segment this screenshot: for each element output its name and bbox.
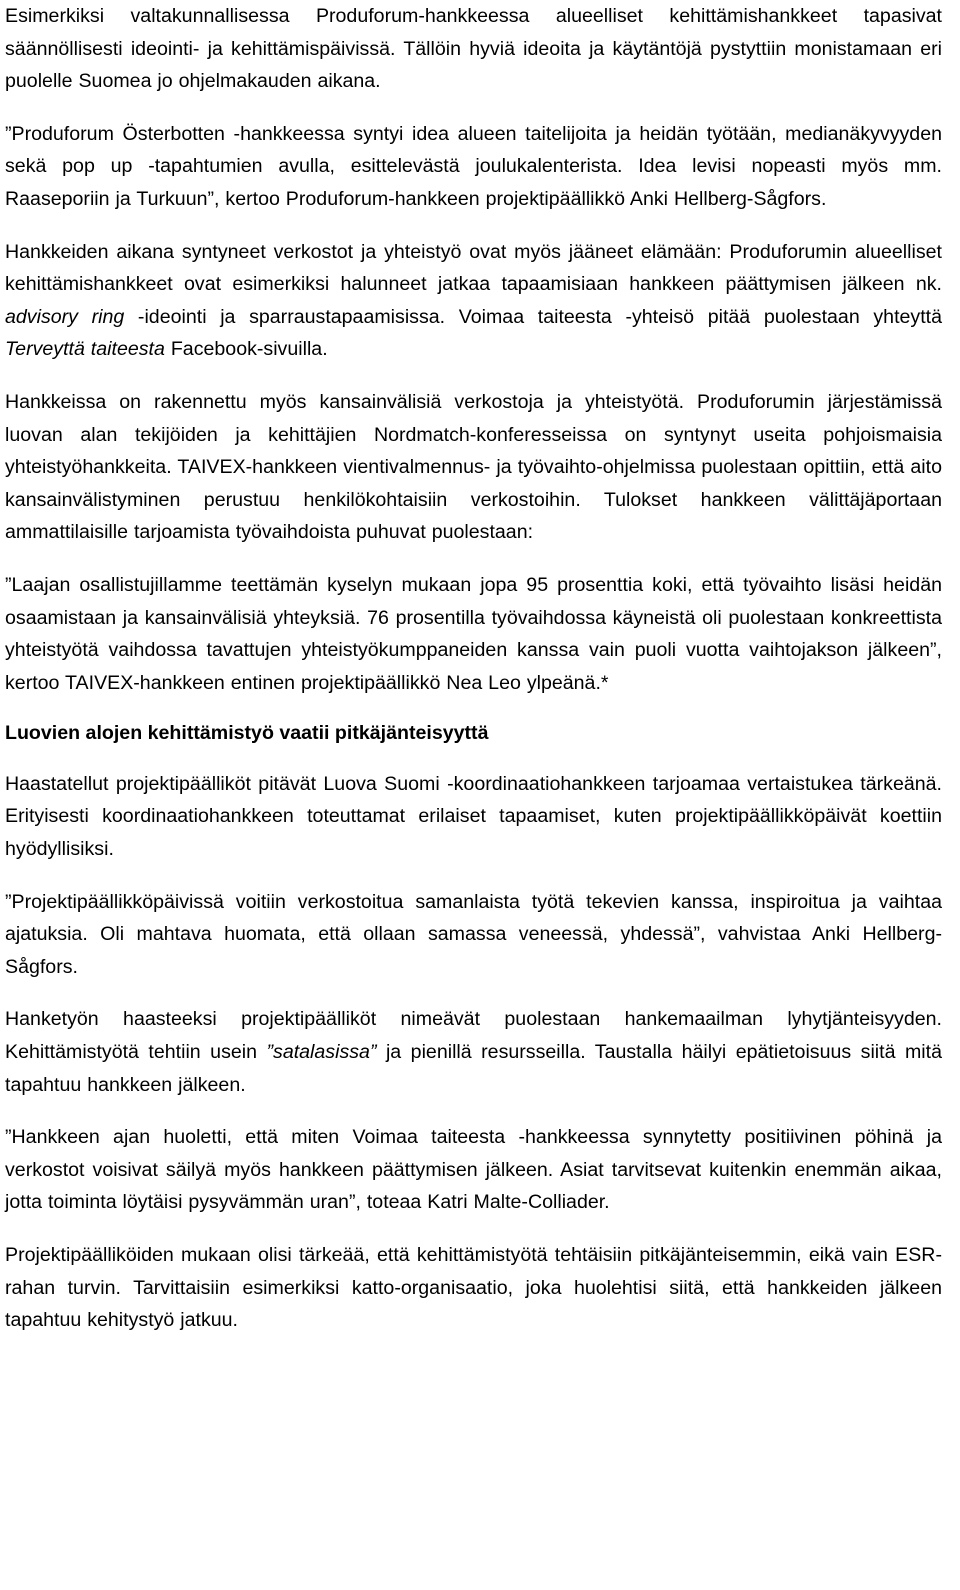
text-span: Hanketyön haasteeksi projektipäälliköt nimeävät puolestaan hankemaailman lyhytjänteisyyden. Kehittämistyötä tehtiin usein <box>5 1008 942 1064</box>
paragraph-international-networks: Hankkeissa on rakennettu myös kansainvälisiä verkostoja ja yhteistyötä. Produforumin järjestämissä luovan alan tekijöiden ja kehittäjien Nordmatch-konferesseissa on syntynyt useita pohjoismaisia yhteistyöhankkeita. TAIVEX-hankkeen vientivalmennus- ja työvaihto-ohjelmissa puolestaan opittiin, että aito kansainvälistyminen perustuu henkilökohtaisiin verkostoihin. Tulokset hankkeen välittäjäportaan ammattilaisille tarjoamista työvaihdoista puhuvat puolestaan: <box>5 390 942 544</box>
italic-advisory-ring: advisory ring <box>5 305 125 328</box>
italic-terveytta-taiteesta: Terveyttä taiteesta <box>5 338 165 361</box>
text-span: Facebook-sivuilla. <box>164 338 328 361</box>
paragraph-short-termism <box>5 1003 942 1101</box>
quote-project-manager-days: ”Projektipäällikköpäivissä voitiin verkostoitua samanlaista työtä tekevien kanssa, inspiroitua ja vaihtaa ajatuksia. Oli mahtava huomata, että ollaan samassa veneessä, yhdessä”, vahvistaa Anki Hellberg-Sågfors. <box>5 890 942 978</box>
quote-katri-malte-colliader: ”Hankkeen ajan huoletti, että miten Voimaa taiteesta -hankkeessa synnytetty positiivinen pöhinä ja verkostot voisivat säilyä myös hankkeen päättymisen jälkeen. Asiat tarvitsevat kuitenkin enemmän aikaa, jotta toiminta löytäisi pysyvämmän uran”, toteaa Katri Malte-Colliader. <box>5 1126 942 1214</box>
text-span: -ideointi ja sparraustapaamisissa. Voimaa taiteesta -yhteisö pitää puolestaan yhteyttä <box>124 305 942 328</box>
text-span: ja pienillä resursseilla. Taustalla häilyi epätietoisuus siitä mitä tapahtuu hankkeen jälkeen. <box>5 1041 942 1096</box>
paragraph-peer-support: Haastatellut projektipäälliköt pitävät Luova Suomi -koordinaatiohankkeen tarjoamaa vertaistukea tärkeänä. Erityisesti koordinaatiohankkeen toteuttamat erilaiset tapaamiset, kuten projektipäällikköpäivät koettiin hyödyllisiksi. <box>5 772 942 861</box>
paragraph-long-term-development: Projektipäälliköiden mukaan olisi tärkeää, että kehittämistyötä tehtäisiin pitkäjänteisemmin, eikä vain ESR-rahan turvin. Tarvittaisiin esimerkiksi katto-organisaatio, joka huolehtisi siitä, että hankkeiden jälkeen tapahtuu kehitystyö jatkuu. <box>5 1244 942 1332</box>
document-page <box>5 0 942 1337</box>
paragraph-networks <box>5 236 942 366</box>
text-span: Hankkeiden aikana syntyneet verkostot ja yhteistyö ovat myös jääneet elämään: Produforumin alueelliset kehittämishankkeet ovat esimerkiksi halunneet jatkaa tapaamisiaan hankkeen päättymisen jälkeen nk. <box>5 240 942 296</box>
quote-produforum-osterbotten: ”Produforum Österbotten -hankkeessa syntyi idea alueen taitelijoita ja heidän työtään, medianäkyvyyden sekä pop up -tapahtumien avulla, esittelevästä joulukalenterista. Idea levisi nopeasti myös mm. Raaseporiin ja Turkuun”, kertoo Produforum-hankkeen projektipäällikkö Anki Hellberg-Sågfors. <box>5 122 942 210</box>
italic-satalasissa: ”satalasissa” <box>266 1041 377 1064</box>
section-heading: Luovien alojen kehittämistyö vaatii pitkäjänteisyyttä <box>5 722 489 745</box>
paragraph-produforum-intro: Esimerkiksi valtakunnallisessa Produforum-hankkeessa alueelliset kehittämishankkeet tapasivat säännöllisesti ideointi- ja kehittämispäivissä. Tällöin hyviä ideoita ja käytäntöjä pystyttiin monistamaan eri puolelle Suomea jo ohjelmakauden aikana. <box>5 5 942 93</box>
quote-taivex: ”Laajan osallistujillamme teettämän kyselyn mukaan jopa 95 prosenttia koki, että työvaihto lisäsi heidän osaamistaan ja kansainvälisiä yhteyksiä. 76 prosentilla työvaihdossa käyneistä oli puolestaan konkreettista yhteistyötä vaihdossa tavattujen yhteistyökumppaneiden kanssa vain puoli vuotta vaihtojakson jälkeen”, kertoo TAIVEX-hankkeen entinen projektipäällikkö Nea Leo ylpeänä.* <box>5 573 942 694</box>
